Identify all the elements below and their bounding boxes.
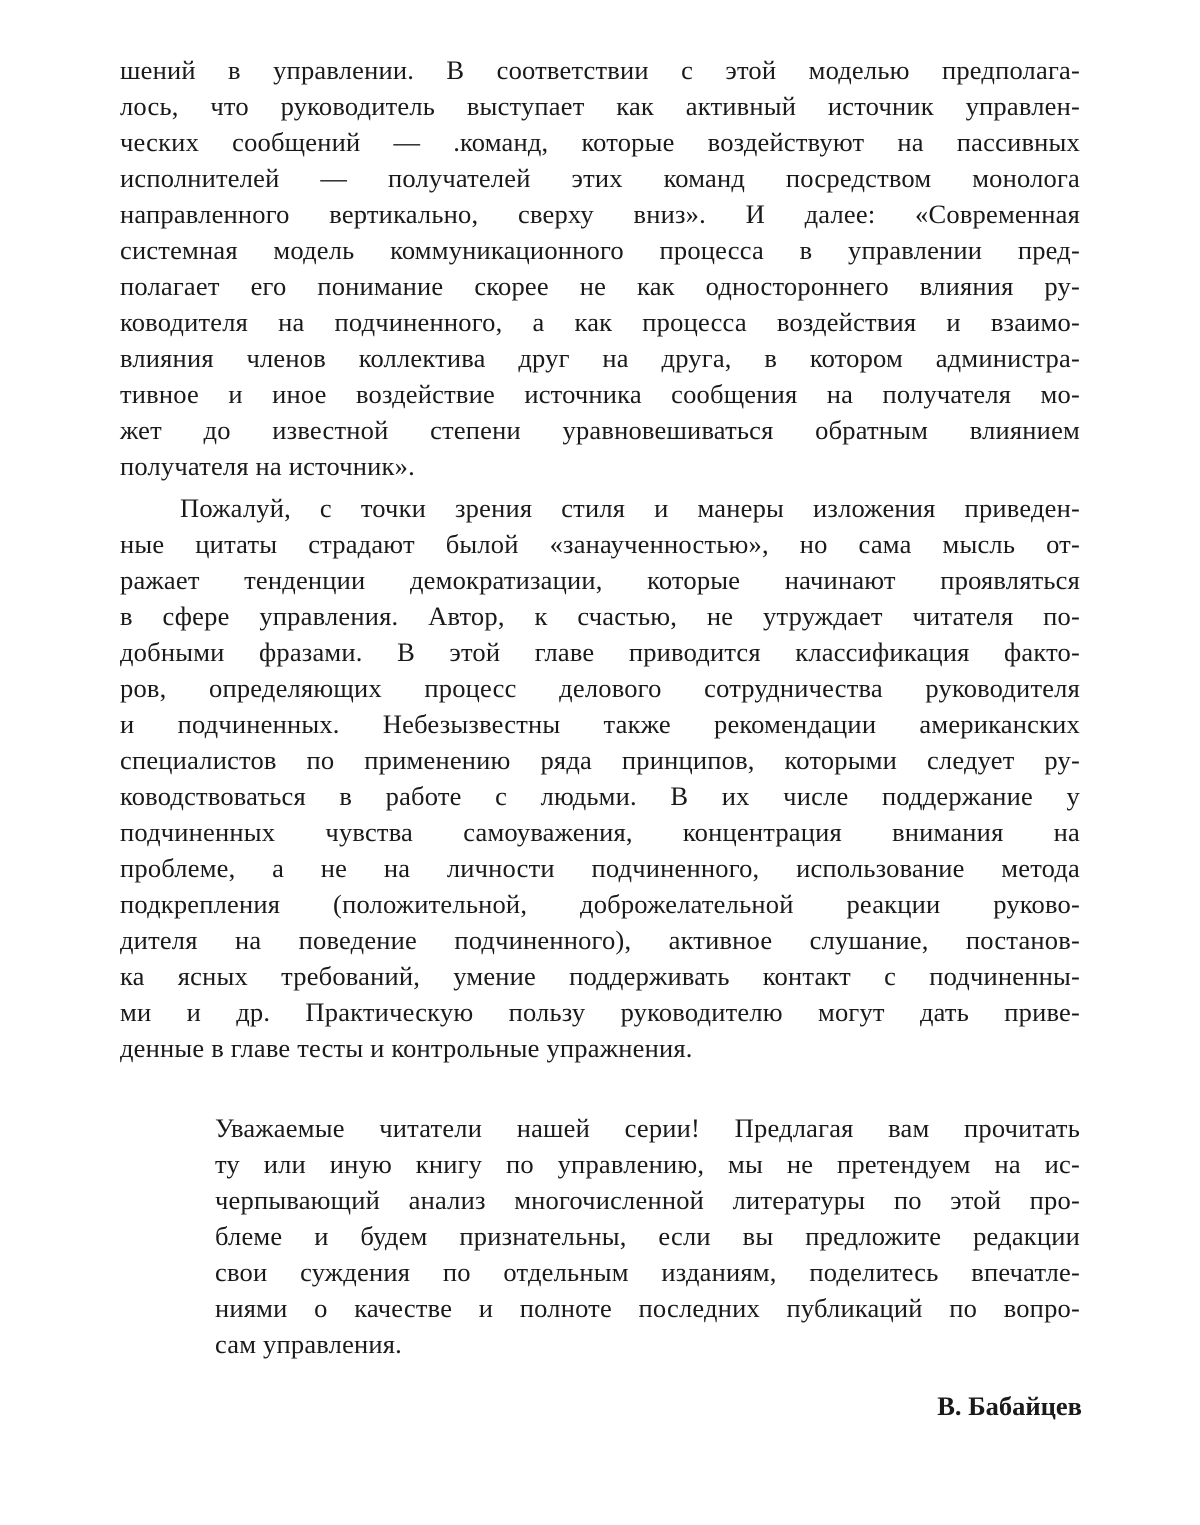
note-line: Уважаемые читатели нашей серии! Предлагая вам прочитать [215, 1113, 1080, 1143]
text-line: системная модель коммуникационного процесса в управлении пред- [120, 235, 1080, 265]
text-line: ров, определяющих процесс делового сотрудничества руководителя [120, 673, 1080, 703]
text-line: исполнителей — получателей этих команд посредством монолога [120, 163, 1080, 193]
text-line: тивное и иное воздействие источника сообщения на получателя мо- [120, 379, 1080, 409]
text-line: шений в управлении. В соответствии с этой моделью предполага- [120, 55, 1080, 85]
text-line: ражает тенденции демократизации, которые начинают проявляться [120, 565, 1080, 595]
text-line: и подчиненных. Небезызвестны также рекомендации американских [120, 709, 1080, 739]
text-line: дителя на поведение подчиненного), активное слушание, постанов- [120, 925, 1080, 955]
text-line: подкрепления (положительной, доброжелательной реакции руково- [120, 889, 1080, 919]
text-line: добными фразами. В этой главе приводится классификация факто- [120, 637, 1080, 667]
text-line: в сфере управления. Автор, к счастью, не утруждает читателя по- [120, 601, 1080, 631]
text-line: ные цитаты страдают былой «занаученностью», но сама мысль от- [120, 529, 1080, 559]
text-line: специалистов по применению ряда принципов, которыми следует ру- [120, 745, 1080, 775]
text-line: проблеме, а не на личности подчиненного, использование метода [120, 853, 1080, 883]
text-line: ческих сообщений — .команд, которые воздействуют на пассивных [120, 127, 1080, 157]
text-line: ководителя на подчиненного, а как процесса воздействия и взаимо- [120, 307, 1080, 337]
author-signature: В. Бабайцев [937, 1391, 1082, 1421]
text-line: ководствоваться в работе с людьми. В их числе поддержание у [120, 781, 1080, 811]
text-line: подчиненных чувства самоуважения, концентрация внимания на [120, 817, 1080, 847]
text-line: жет до известной степени уравновешиваться обратным влиянием [120, 415, 1080, 445]
text-line: направленного вертикально, сверху вниз». И далее: «Современная [120, 199, 1080, 229]
text-line: лось, что руководитель выступает как активный источник управлен- [120, 91, 1080, 121]
text-line: полагает его понимание скорее не как одностороннего влияния ру- [120, 271, 1080, 301]
note-line: свои суждения по отдельным изданиям, поделитесь впечатле- [215, 1257, 1080, 1287]
note-line: ту или иную книгу по управлению, мы не претендуем на ис- [215, 1149, 1080, 1179]
text-line: влияния членов коллектива друг на друга, в котором администра- [120, 343, 1080, 373]
note-line: черпывающий анализ многочисленной литературы по этой про- [215, 1185, 1080, 1215]
note-line: ниями о качестве и полноте последних публикаций по вопро- [215, 1293, 1080, 1323]
text-line: ми и др. Практическую пользу руководителю могут дать приве- [120, 997, 1080, 1027]
note-line: блеме и будем признательны, если вы предложите редакции [215, 1221, 1080, 1251]
note-line: сам управления. [215, 1329, 403, 1359]
text-line: ка ясных требований, умение поддерживать контакт с подчиненны- [120, 961, 1080, 991]
text-line: денные в главе тесты и контрольные упражнения. [120, 1033, 693, 1063]
text-line: получателя на источник». [120, 451, 415, 481]
paragraph-first-line: Пожалуй, с точки зрения стиля и манеры изложения приведен- [180, 493, 1080, 523]
